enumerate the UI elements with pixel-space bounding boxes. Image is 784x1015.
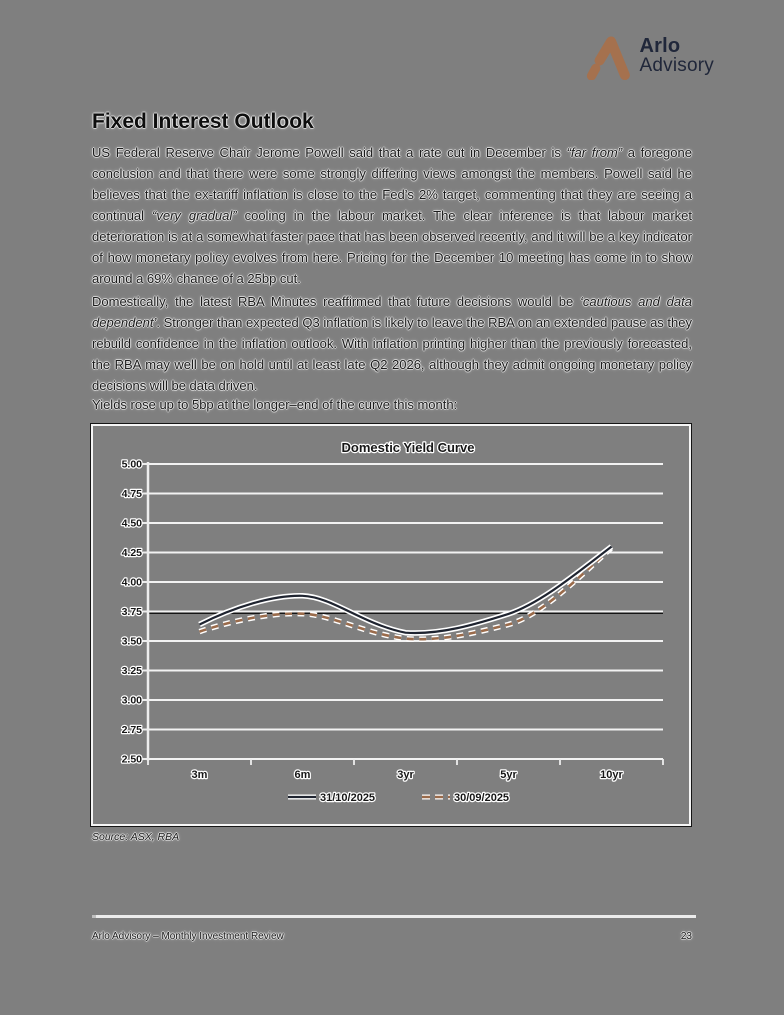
paragraph-text: a foregone conclusion and that there were some strongly differing views amongst the members. Powell said he believes that the ex-tariff inflation is close to the Fed’s 2% target, commenting that they are seeing a continual <box>92 145 692 223</box>
paragraph-text: US Federal Reserve Chair Jerome Powell said that a rate cut in December is <box>92 145 567 160</box>
legend-item-31-10 <box>288 792 375 804</box>
chart-title: Domestic Yield Curve <box>341 440 475 455</box>
footer-text: Arlo Advisory – Monthly Investment Review <box>92 931 284 942</box>
arlo-logo-mark-icon <box>585 32 631 80</box>
quoted-phrase: ‘cautious and data dependent’ <box>92 294 692 330</box>
logo-suffix-text: Advisory <box>639 55 714 76</box>
intro-paragraph <box>92 142 692 289</box>
y-axis-tick-label: 2.75 <box>121 724 142 736</box>
y-axis-tick-label: 4.25 <box>121 547 142 559</box>
paragraph-text: cooling in the labour market. The clear inference is that labour market deterioration is at a somewhat faster pace that has been observed recently, and it will be a key indicator of how monetary policy evolves from here. Pricing for the December 10 meeting has come in to show around a 69% chance of a 25bp cut. <box>92 208 693 286</box>
quoted-phrase: “very gradual” <box>152 208 237 223</box>
logo-wordmark <box>640 36 714 76</box>
quoted-phrase: “far from” <box>566 145 623 160</box>
y-axis-tick-label: 5.00 <box>121 458 142 471</box>
y-axis-tick-label: 3.50 <box>121 635 142 648</box>
y-axis-labels <box>122 459 143 766</box>
y-axis-tick-label: 3.00 <box>121 694 142 707</box>
y-axis-tick-label: 4.50 <box>121 517 142 530</box>
y-axis-tick-label: 4.00 <box>121 576 142 589</box>
yields-note: Yields rose up to 5bp at the longer–end of the curve this month: <box>92 397 458 412</box>
x-axis-category-label: 6m <box>294 769 311 781</box>
x-axis-category-label: 3yr <box>397 769 414 781</box>
x-axis-category-label: 10yr <box>600 769 623 781</box>
x-axis-category-label: 3m <box>191 769 208 781</box>
paragraph-text: . Stronger than expected Q3 inflation is likely to leave the RBA on an extended pause as they rebuild confidence in the inflation outlook. With inflation printing higher than the previously forecasted, the RBA may well be on hold until at least late Q2 2026, although they admit ongoing monetary policy decisions will be data driven. <box>92 315 692 393</box>
y-axis-tick-label: 4.75 <box>121 488 142 500</box>
y-axis-tick-label: 2.50 <box>121 753 142 766</box>
footer-divider <box>92 915 696 918</box>
rba-paragraph <box>92 291 692 396</box>
chart-legend <box>288 792 509 804</box>
logo-brand-text: Arlo <box>639 35 681 57</box>
page-title: Fixed Interest Outlook <box>92 110 314 133</box>
y-axis-tick-label: 3.75 <box>121 606 142 618</box>
domestic-yield-curve-chart <box>92 426 688 822</box>
yield-curve-chart-frame <box>90 423 692 827</box>
x-axis-labels <box>192 769 624 781</box>
legend-label: 31/10/2025 <box>320 792 376 804</box>
source-note: Source: ASX, RBA <box>92 831 180 843</box>
series-line-31-10-2025 <box>200 547 612 633</box>
legend-item-30-09 <box>422 792 509 804</box>
y-axis-tick-label: 3.25 <box>121 665 142 677</box>
brand-logo <box>585 32 714 80</box>
page-number: 23 <box>680 931 692 942</box>
x-axis-category-label: 5yr <box>500 769 517 781</box>
paragraph-text: Domestically, the latest RBA Minutes reaffirmed that future decisions would be <box>92 294 581 309</box>
legend-label: 30/09/2025 <box>454 792 510 804</box>
